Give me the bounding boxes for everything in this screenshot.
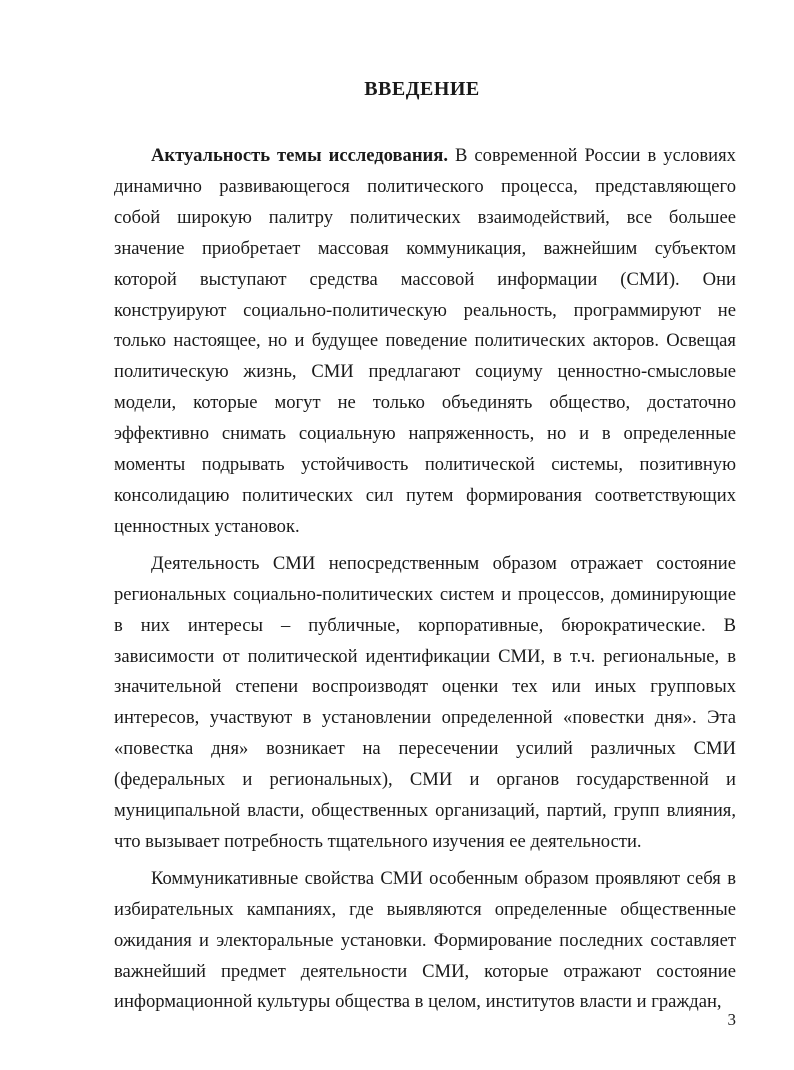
relevance-text: В современной России в условиях динамично развивающегося политического процесса, представляющего собой широкую палитру политических взаимодействий, все большее значение приобретает массовая коммуникация, важнейшим субъектом которой выступают средства массовой информации (СМИ). Они конструируют социально-политическую реальность, программируют не только настоящее, но и будущее поведение политических акторов. Освещая политическую жизнь, СМИ предлагают социуму ценностно-смысловые модели, которые могут не только объединять общество, достаточно эффективно снимать социальную напряженность, но и в определенные моменты подрывать устойчивость политической системы, позитивную консолидацию политических сил путем формирования соответствующих ценностных установок. [114, 145, 736, 537]
paragraph-media-activity: Деятельность СМИ непосредственным образом отражает состояние региональных социально-политических систем и процессов, доминирующие в них интересы – публичные, корпоративные, бюрократические. В зависимости от политической идентификации СМИ, в т.ч. региональные, в значительной степени воспроизводят оценки тех или иных групповых интересов, участвуют в установлении определенной «повестки дня». Эта «повестка дня» возникает на пересечении усилий различных СМИ (федеральных и региональных), СМИ и органов государственной и муниципальной власти, общественных организаций, партий, групп влияния, что вызывает потребность тщательного изучения ее деятельности. [114, 552, 736, 852]
paragraph-communicative-properties: Коммуникативные свойства СМИ особенным образом проявляют себя в избирательных кампаниях, где выявляются определенные общественные ожидания и электоральные установки. Формирование последних составляет важнейший предмет деятельности СМИ, которые отражают состояние информационной культуры общества в целом, институтов власти и граждан, [114, 867, 736, 1013]
body-text [114, 141, 736, 1018]
page-number: 3 [727, 1010, 736, 1029]
relevance-lead: Актуальность темы исследования. [151, 145, 448, 166]
section-heading: ВВЕДЕНИЕ [364, 78, 480, 100]
paragraph-relevance [114, 141, 736, 543]
